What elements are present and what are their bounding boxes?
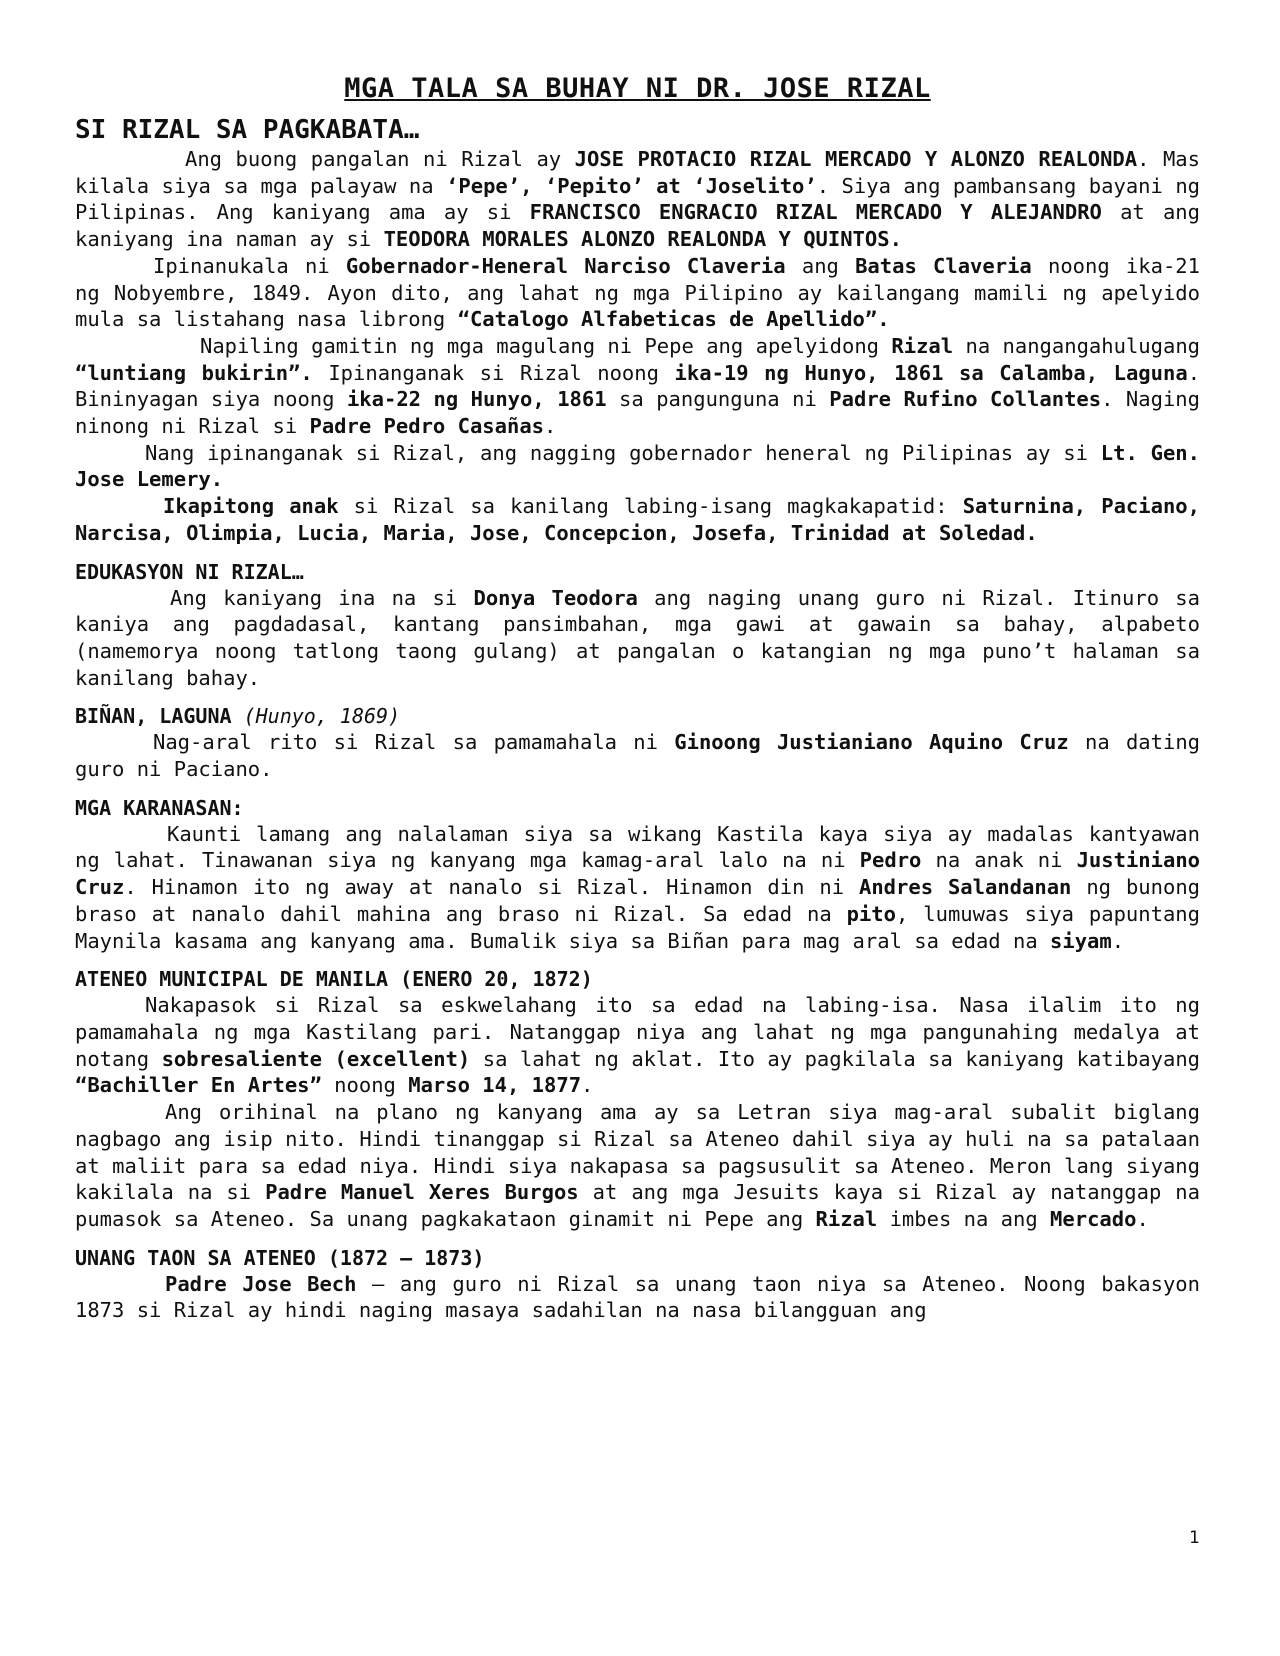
bold-text: JOSE PROTACIO RIZAL MERCADO Y ALONZO REALONDA (574, 147, 1138, 171)
bold-text: sobresaliente (excellent) (161, 1046, 471, 1071)
body-text: Ang orihinal na plano ng kanyang ama ay sa Letran siya mag-aral subalit biglang nagbago ang isip nito. Hindi tinanggap si Rizal sa Ateneo dahil siya ay huli na sa patalaan at maliit para sa edad niya. Hindi siya nakapasa sa pagsusulit sa Ateneo. Meron lang siyang kakilala na si (75, 1100, 1200, 1205)
paragraph (75, 333, 1200, 440)
body-text: . (581, 1073, 594, 1098)
paragraph (75, 440, 1200, 493)
bold-text: ‘Pepe’, ‘Pepito’ at ‘Joselito’ (446, 173, 817, 198)
body-text: na anak ni (921, 848, 1077, 873)
bold-text: Mercado (1050, 1206, 1137, 1231)
section-heading-text: BIÑAN, LAGUNA (75, 704, 232, 729)
section-heading (75, 559, 1200, 585)
section-heading-text: MGA KARANASAN: (75, 795, 244, 820)
body-text: . (544, 414, 557, 439)
body-text: . Bininyagan siya noong (75, 360, 1201, 412)
body-text: . Hinamon ito ng away at nanalo si Rizal. Hinamon din ni (124, 875, 859, 900)
paragraph (75, 493, 1200, 546)
body-text: Nag-aral rito si Rizal sa pamamahala ni (153, 730, 675, 755)
section-heading-text: SI RIZAL SA PAGKABATA… (75, 115, 420, 145)
bold-text: “Catalogo Alfabeticas de Apellido”. (457, 307, 890, 332)
paragraph (75, 729, 1200, 782)
body-text: Ang kaniyang ina na si (170, 585, 474, 610)
bold-text: “Bachiller En Artes” (75, 1073, 322, 1098)
section-heading-text: UNANG TAON SA ATENEO (1872 – 1873) (75, 1245, 485, 1270)
bold-text: Marso 14, 1877 (408, 1073, 582, 1098)
body-text: Ipinanukala ni (153, 253, 346, 278)
bold-text: Saturnina, Paciano, Narcisa, Olimpia, Lucia, Maria, Jose, Concepcion, Josefa, Trinidad at Soledad. (75, 494, 1200, 545)
paragraph (75, 821, 1200, 955)
body-text: Ang buong pangalan ni Rizal ay (185, 147, 575, 171)
body-text: . Naging ninong ni Rizal si (75, 387, 1200, 439)
bold-text: Ginoong Justianiano Aquino Cruz (674, 730, 1069, 755)
paragraph (75, 585, 1200, 692)
document-page (75, 72, 1200, 1324)
bold-text: Gobernador-Heneral Narciso Claveria (345, 253, 786, 278)
body-text: na dating guro ni Paciano. (75, 730, 1201, 782)
bold-text: “luntiang bukirin”. (75, 360, 313, 385)
bold-text: Lt. Gen. Jose Lemery. (75, 440, 1200, 492)
bold-text: Donya Teodora (473, 585, 638, 610)
body-text: sa lahat ng aklat. Ito ay pagkilala sa kaniyang katibayang (470, 1046, 1200, 1071)
body-text: ang (785, 253, 856, 278)
body-text: ng bunong braso at nanalo dahil mahina ang braso ni Rizal. Sa edad na (75, 875, 1201, 926)
bold-text: pito (846, 901, 896, 926)
section-heading (75, 114, 1200, 146)
paragraph (75, 253, 1200, 333)
bold-text: siyam (1050, 928, 1112, 953)
section-heading (75, 703, 1200, 729)
section-heading (75, 966, 1200, 992)
paragraph (75, 992, 1200, 1099)
page-number: 1 (1189, 1528, 1200, 1548)
bold-text: Andres Salandanan (858, 875, 1072, 900)
body-text: imbes na ang (877, 1206, 1051, 1231)
body-text: , lumuwas siya papuntang Maynila kasama ang kanyang ama. Bumalik siya sa Biñan para mag aral sa edad na (75, 901, 1200, 953)
body-text: Napiling gamitin ng mga magulang ni Pepe ang apelyidong (200, 333, 892, 358)
bold-text: Rizal (891, 333, 954, 358)
body-text: – ang guro ni Rizal sa unang taon niya sa Ateneo. Noong bakasyon 1873 si Rizal ay hindi naging masaya sadahilan na nasa bilangguan ang (75, 1271, 1200, 1323)
section-heading (75, 795, 1200, 821)
body-text: sa pangunguna ni (606, 387, 830, 412)
bold-text: Batas Claveria (855, 253, 1032, 278)
paragraph (75, 1099, 1200, 1233)
document-title: MGA TALA SA BUHAY NI DR. JOSE RIZAL (344, 73, 931, 104)
bold-text: Padre Jose Bech (165, 1271, 357, 1296)
bold-text: Justiniano Cruz (75, 848, 1200, 900)
section-heading-note: (Hunyo, 1869) (243, 704, 401, 729)
bold-text: FRANCISCO ENGRACIO RIZAL MERCADO Y ALEJANDRO (529, 200, 1102, 225)
section-heading-text: EDUKASYON NI RIZAL… (75, 559, 304, 584)
body-text: Nang ipinanganak si Rizal, ang nagging gobernador heneral ng Pilipinas ay si (145, 440, 1101, 465)
body-text: na nangangahulugang (953, 333, 1201, 358)
body-text: . (1136, 1206, 1149, 1231)
bold-text: Padre Manuel Xeres Burgos (265, 1180, 579, 1205)
section-heading-text: ATENEO MUNICIPAL DE MANILA (ENERO 20, 1872) (75, 967, 593, 992)
body-text: Nakapasok si Rizal sa eskwelahang ito sa edad na labing-isa. Nasa ilalim ito ng pamamahala ng mga Kastilang pari. Natanggap niya ang lahat ng mga pangunahing medalya at notang (75, 993, 1200, 1071)
paragraph (75, 1271, 1200, 1324)
bold-text: Padre Rufino Collantes (829, 387, 1102, 412)
section-heading (75, 1245, 1200, 1271)
bold-text: Ikapitong anak (163, 494, 339, 519)
body-text: . Mas kilala siya sa mga palayaw na (75, 147, 1200, 198)
body-text: at ang kaniyang ina naman ay si (75, 200, 1200, 252)
bold-text: Rizal (815, 1206, 878, 1231)
bold-text: TEODORA MORALES ALONZO REALONDA Y QUINTOS. (383, 227, 902, 252)
body-text: . (1111, 928, 1125, 953)
bold-text: ika-19 ng Hunyo, 1861 sa Calamba, Laguna (674, 360, 1188, 385)
body-text: . Siya ang pambansang bayani ng Pilipinas. Ang kaniyang ama ay si (75, 173, 1201, 225)
body-text: noong ika-21 ng Nobyembre, 1849. Ayon dito, ang lahat ng mga Pilipino ay kailangang mamili ng apelyido mula sa listahang nasa librong (75, 253, 1200, 332)
body-text: noong (321, 1073, 409, 1098)
body-text: ang naging unang guro ni Rizal. Itinuro sa kaniya ang pagdadasal, kantang pansimbahan, mga gawi at gawain sa bahay, alpabeto (namemorya noong tatlong taong gulang) at pangalan o katangian ng mga puno’t halaman sa kanilang bahay. (75, 585, 1200, 690)
body-text: si Rizal sa kanilang labing-isang magkakapatid: (338, 494, 963, 519)
bold-text: Pedro (859, 848, 922, 873)
body-text: Ipinanganak si Rizal noong (312, 360, 675, 385)
bold-text: Padre Pedro Casañas (309, 414, 544, 439)
body-text: Kaunti lamang ang nalalaman siya sa wikang Kastila kaya siya ay madalas kantyawan ng lahat. Tinawanan siya ng kanyang mga kamag-aral lalo na ni (75, 821, 1200, 873)
body-text: at ang mga Jesuits kaya si Rizal ay natanggap na pumasok sa Ateneo. Sa unang pagkakataon ginamit ni Pepe ang (75, 1180, 1200, 1231)
bold-text: ika-22 ng Hunyo, 1861 (346, 387, 607, 412)
paragraph (75, 146, 1200, 253)
